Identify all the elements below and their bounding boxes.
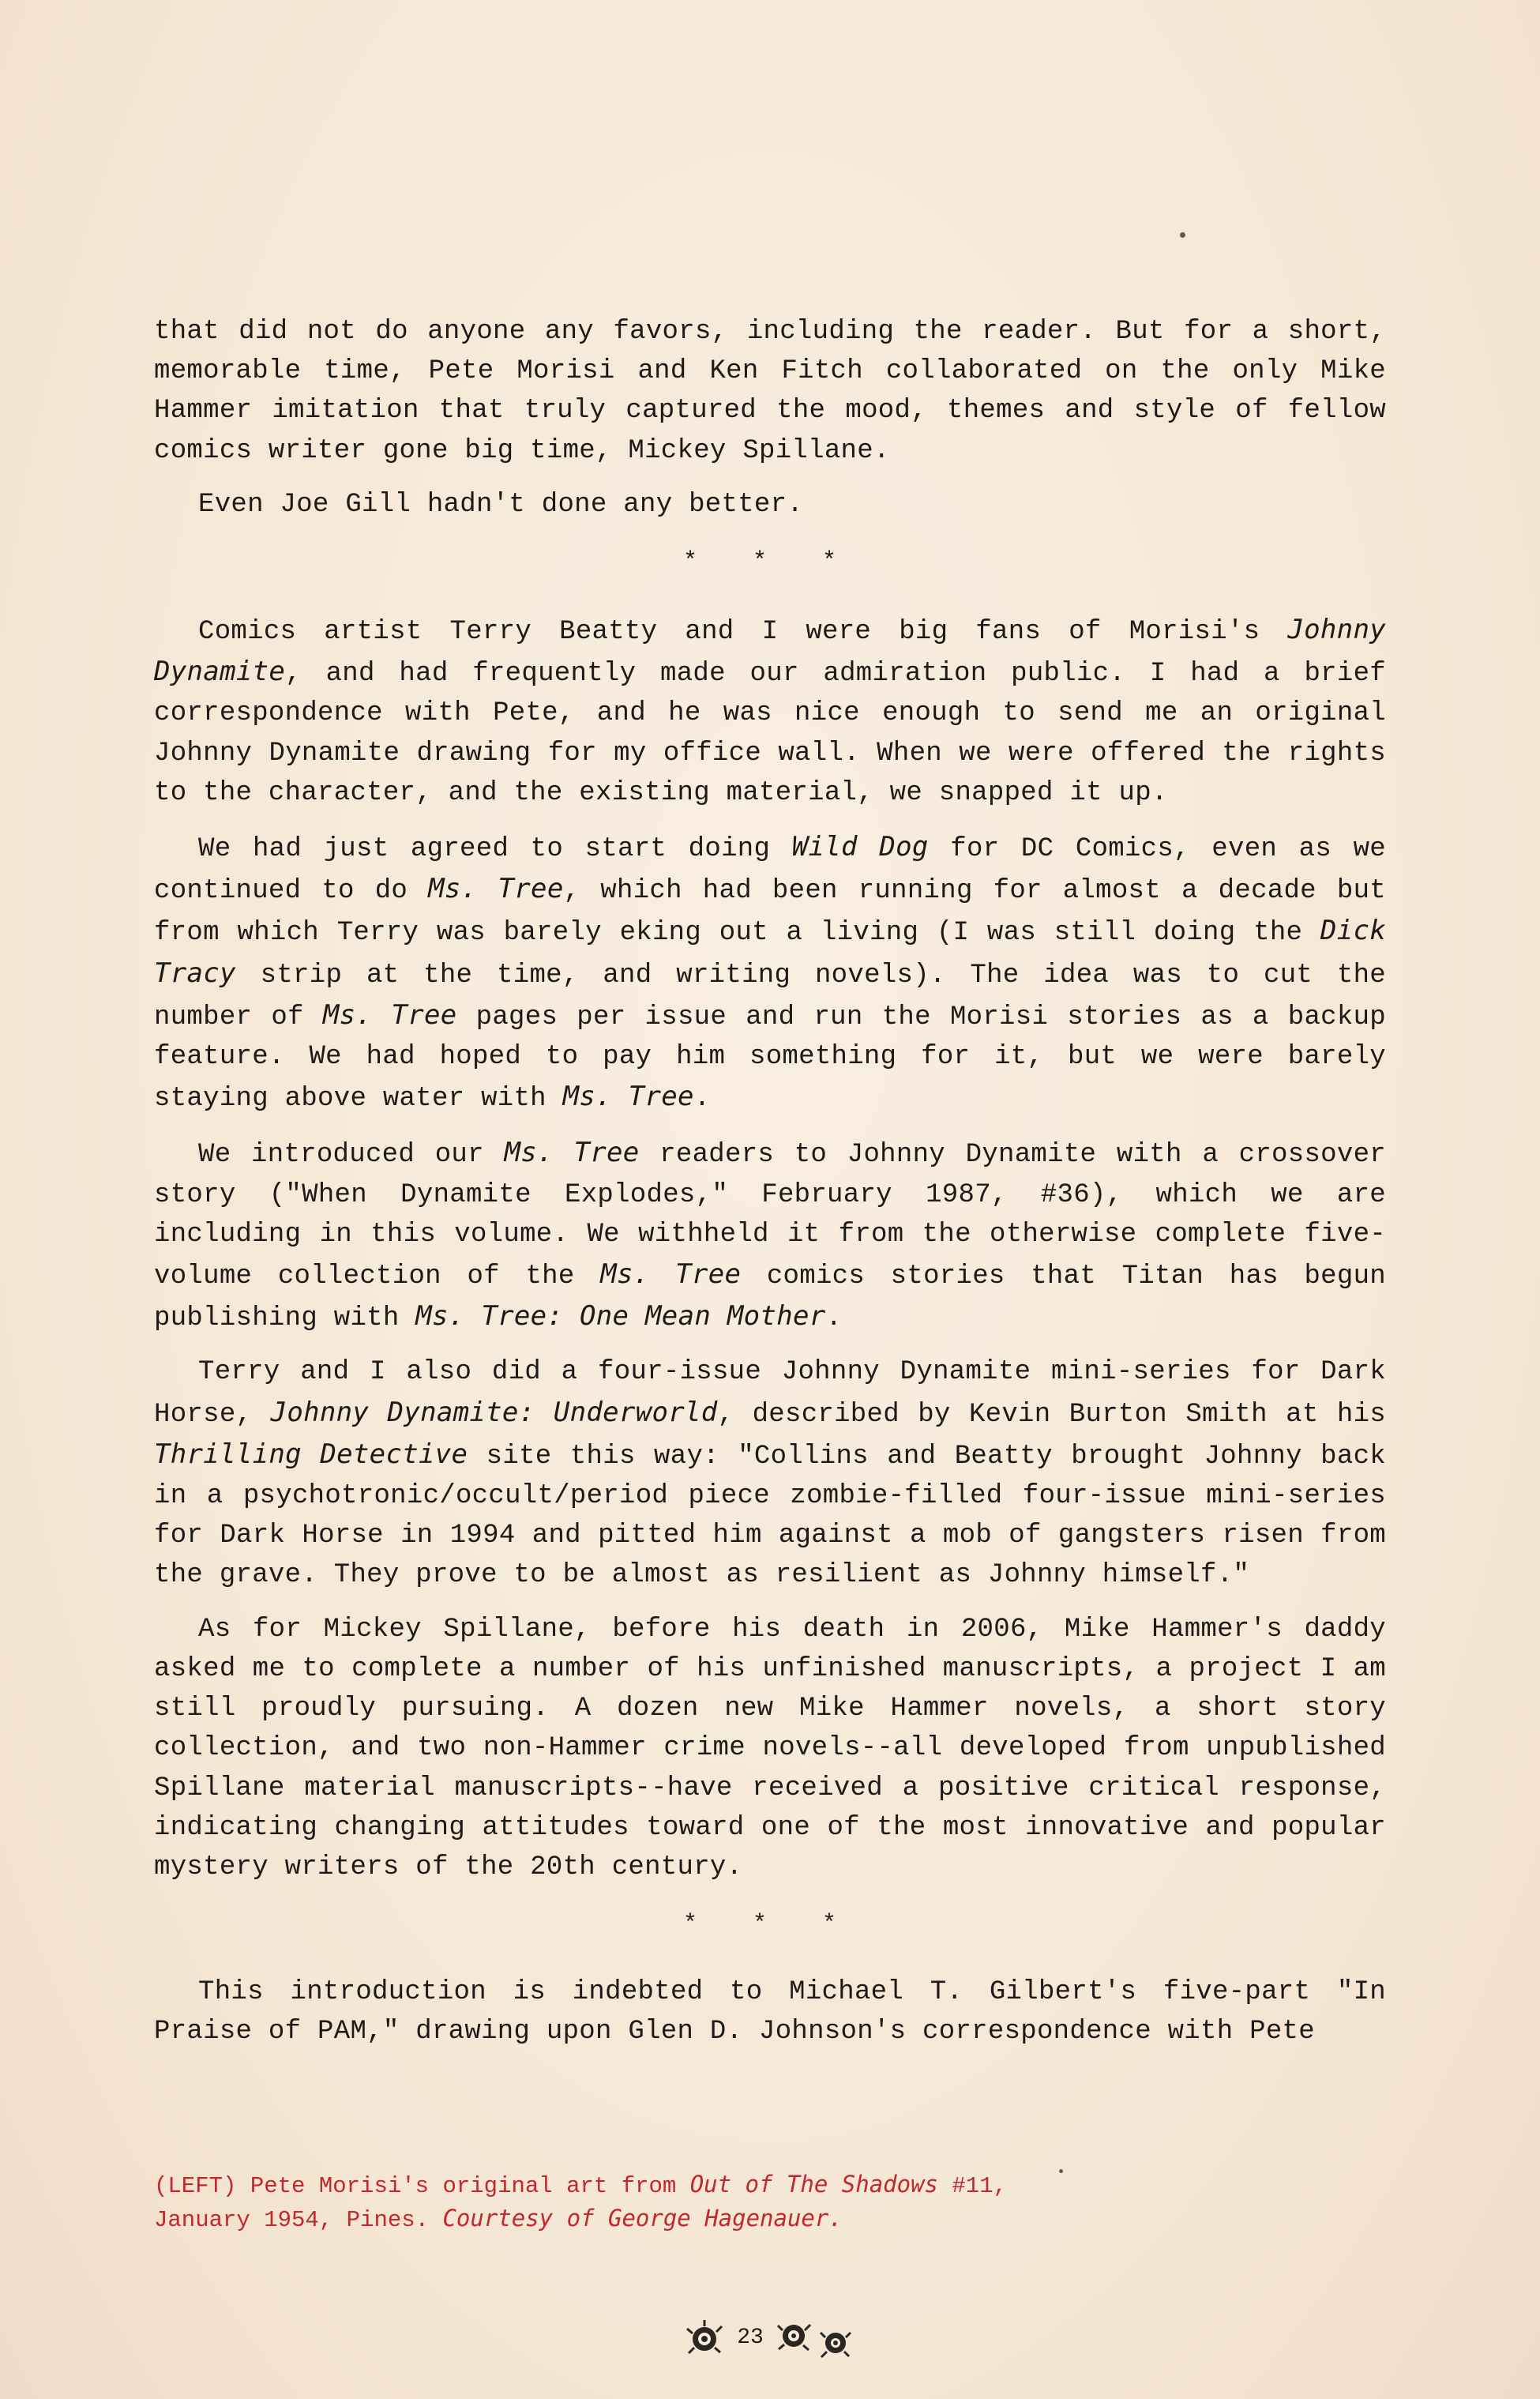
section-divider-1: * * * bbox=[682, 548, 857, 576]
paragraph-1: that did not do anyone any favors, including the reader. But for a short, memorable time, Pete Morisi and Ken Fitch collaborated on the only Mike Hammer imitation that truly captured the mood, themes and style of fellow comics writer gone big time, Mickey Spillane. bbox=[154, 317, 1386, 466]
page-number: 23 bbox=[737, 2325, 764, 2350]
page-footer bbox=[0, 2311, 1540, 2364]
bullet-hole-icon bbox=[683, 2316, 726, 2359]
bullet-hole-icon bbox=[814, 2322, 857, 2364]
paragraph-6: Terry and I also did a four-issue Johnny Dynamite mini-series for Dark Horse, Johnny Dynamite: Underworld, described by Kevin Burton Smith at his Thrilling Detective site this way: "Collins and Beatty brought Johnny back in a psychotronic/occult/period piece zombie-filled four-issue mini-series for Dark Horse in 1994 and pitted him against a mob of gangsters risen from the grave. They prove to be almost as resilient as Johnny himself." bbox=[154, 1357, 1386, 1591]
paragraph-2: Even Joe Gill hadn't done any better. bbox=[198, 489, 804, 520]
paragraph-7: As for Mickey Spillane, before his death in 2006, Mike Hammer's daddy asked me to complete a number of his unfinished manuscripts, a project I am still proudly pursuing. A dozen new Mike Hammer novels, a short story collection, and two non-Hammer crime novels--all developed from unpublished Spillane material manuscripts--have received a positive critical response, indicating changing attitudes toward one of the most innovative and popular mystery writers of the 20th century. bbox=[154, 1614, 1386, 1882]
paragraph-3: Comics artist Terry Beatty and I were big fans of Morisi's Johnny Dynamite, and had frequently made our admiration public. I had a brief correspondence with Pete, and he was nice enough to send me an original Johnny Dynamite drawing for my office wall. When we were offered the rights to the character, and the existing material, we snapped it up. bbox=[154, 614, 1386, 808]
paragraph-4: We had just agreed to start doing Wild Dog for DC Comics, even as we continued to do Ms. Tree, which had been running for almost a decade but from which Terry was barely eking out a living (I was still doing the Dick Tracy strip at the time, and writing novels). The idea was to cut the number of Ms. Tree pages per issue and run the Morisi stories as a backup feature. We had hoped to pay him something for it, but we were barely staying above water with Ms. Tree. bbox=[154, 831, 1386, 1115]
paragraph-5: We introduced our Ms. Tree readers to Johnny Dynamite with a crossover story ("When Dynamite Explodes," February 1987, #36), which we are including in this volume. We withheld it from the otherwise complete five-volume collection of the Ms. Tree comics stories that Titan has begun publishing with Ms. Tree: One Mean Mother. bbox=[154, 1137, 1386, 1334]
article-body bbox=[154, 312, 1386, 2052]
section-divider-2: * * * bbox=[682, 1911, 857, 1938]
image-caption: (LEFT) Pete Morisi's original art from Out of The Shadows #11, January 1954, Pines. Courtesy of George Hagenauer. bbox=[154, 2171, 1008, 2233]
paragraph-8: This introduction is indebted to Michael T. Gilbert's five-part "In Praise of PAM," drawing upon Glen D. Johnson's correspondence with Pete bbox=[154, 1977, 1386, 2047]
bullet-hole-icon bbox=[775, 2316, 817, 2359]
